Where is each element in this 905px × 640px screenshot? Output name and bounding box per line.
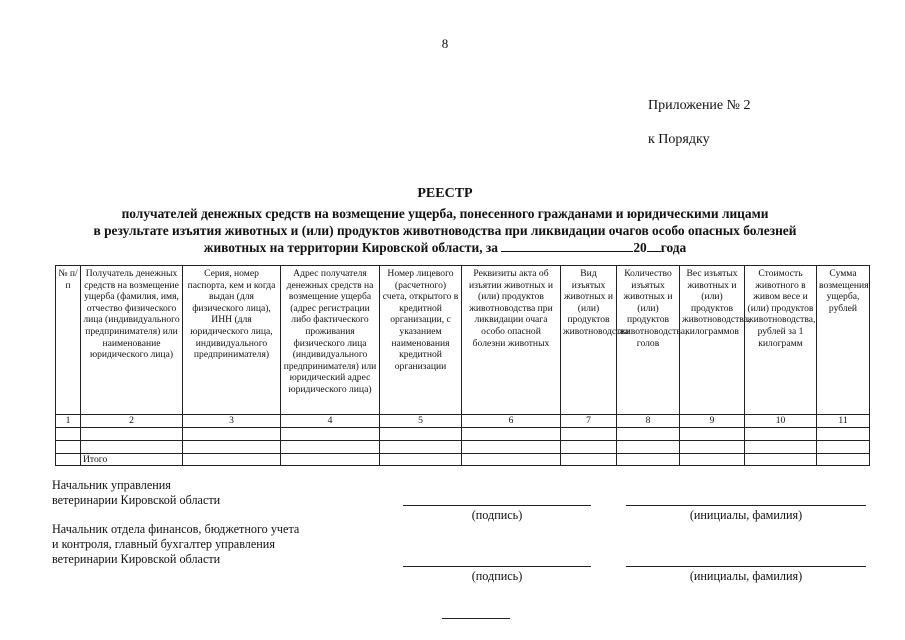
first-position-line-1: Начальник управления xyxy=(52,478,171,492)
header-cell: Серия, номер паспорта, кем и когда выдан (для физического лица), ИНН (для юридического лица, индивидуального предпринимателя) xyxy=(183,266,281,415)
table-header-row xyxy=(56,266,870,415)
table-cell[interactable] xyxy=(817,441,870,454)
header-cell: Номер лицевого (расчетного) счета, открытого в кредитной организации, с указанием наименования кредитной организации xyxy=(380,266,462,415)
first-signatory-position xyxy=(52,478,220,508)
table-cell[interactable] xyxy=(56,428,81,441)
table-cell[interactable] xyxy=(817,428,870,441)
total-cell[interactable] xyxy=(281,454,380,466)
header-cell: Реквизиты акта об изъятии животных и (или) продуктов животноводства при ликвидации очага особо опасной болезни животных xyxy=(462,266,561,415)
table-cell[interactable] xyxy=(617,428,680,441)
second-name-caption: (инициалы, фамилия) xyxy=(689,569,803,583)
second-position-line-2: и контроля, главный бухгалтер управления xyxy=(52,537,275,551)
document-subtitle xyxy=(20,205,870,256)
column-number-cell: 10 xyxy=(745,415,817,428)
first-name-caption: (инициалы, фамилия) xyxy=(689,508,803,522)
second-position-line-3: ветеринарии Кировской области xyxy=(52,552,221,566)
table-cell[interactable] xyxy=(81,428,183,441)
first-position-line-2: ветеринарии Кировской области xyxy=(52,493,221,507)
table-cell[interactable] xyxy=(561,428,617,441)
table-cell[interactable] xyxy=(183,428,281,441)
table-cell[interactable] xyxy=(462,441,561,454)
table-cell[interactable] xyxy=(56,441,81,454)
total-cell[interactable] xyxy=(380,454,462,466)
total-row xyxy=(56,454,870,466)
table-cell[interactable] xyxy=(745,441,817,454)
registry-table xyxy=(55,265,870,466)
second-signatory-position xyxy=(52,522,299,567)
year-prefix: 20 xyxy=(633,240,647,255)
document-title: РЕЕСТР xyxy=(417,186,473,201)
table-cell[interactable] xyxy=(561,441,617,454)
appendix-subtitle: к Порядку xyxy=(648,132,710,147)
table-cell[interactable] xyxy=(680,441,745,454)
subtitle-line-3 xyxy=(20,239,870,256)
table-row xyxy=(56,441,870,454)
header-cell: Количество изъятых животных и (или) продуктов животноводства, голов xyxy=(617,266,680,415)
page-number: 8 xyxy=(441,36,449,51)
table-row xyxy=(56,428,870,441)
total-cell[interactable] xyxy=(745,454,817,466)
total-cell[interactable] xyxy=(817,454,870,466)
table-cell[interactable] xyxy=(81,441,183,454)
period-blank[interactable] xyxy=(501,239,633,252)
column-number-cell: 4 xyxy=(281,415,380,428)
total-cell[interactable] xyxy=(617,454,680,466)
year-blank[interactable] xyxy=(647,239,661,252)
header-cell: Стоимость животного в живом весе и (или) продуктов животноводства, рублей за 1 килограмм xyxy=(745,266,817,415)
table-cell[interactable] xyxy=(680,428,745,441)
subtitle-line-3-text: животных на территории Кировской области, за xyxy=(203,240,498,255)
column-number-cell: 5 xyxy=(380,415,462,428)
total-cell-empty xyxy=(56,454,81,466)
total-cell[interactable] xyxy=(183,454,281,466)
second-position-line-1: Начальник отдела финансов, бюджетного учета xyxy=(52,522,300,536)
second-signature-line[interactable] xyxy=(403,566,591,567)
table-cell[interactable] xyxy=(281,441,380,454)
table-cell[interactable] xyxy=(380,441,462,454)
first-name-line[interactable] xyxy=(626,505,866,506)
bottom-separator-line xyxy=(442,618,510,619)
total-cell[interactable] xyxy=(680,454,745,466)
total-label: Итого xyxy=(81,454,183,466)
first-signature-line[interactable] xyxy=(403,505,591,506)
column-number-cell: 11 xyxy=(817,415,870,428)
header-cell: Вид изъятых животных и (или) продуктов животноводства xyxy=(561,266,617,415)
column-number-cell: 9 xyxy=(680,415,745,428)
column-number-cell: 1 xyxy=(56,415,81,428)
table-cell[interactable] xyxy=(462,428,561,441)
column-number-cell: 3 xyxy=(183,415,281,428)
appendix-title: Приложение № 2 xyxy=(648,98,751,113)
subtitle-line-1: получателей денежных средств на возмещение ущерба, понесенного гражданами и юридическими лицами xyxy=(121,206,769,221)
second-signature-caption: (подпись) xyxy=(471,569,523,583)
total-cell[interactable] xyxy=(462,454,561,466)
total-cell[interactable] xyxy=(561,454,617,466)
table-cell[interactable] xyxy=(281,428,380,441)
second-name-line[interactable] xyxy=(626,566,866,567)
table-cell[interactable] xyxy=(745,428,817,441)
table-cell[interactable] xyxy=(183,441,281,454)
subtitle-line-2: в результате изъятия животных и (или) продуктов животноводства при ликвидации очагов особо опасных болезней xyxy=(93,223,797,238)
column-number-cell: 8 xyxy=(617,415,680,428)
table-cell[interactable] xyxy=(380,428,462,441)
first-signature-caption: (подпись) xyxy=(471,508,523,522)
column-number-cell: 7 xyxy=(561,415,617,428)
column-number-row xyxy=(56,415,870,428)
header-cell: Получатель денежных средств на возмещение ущерба (фамилия, имя, отчество физического лица (индивидуального предпринимателя) или наименование юридического лица) xyxy=(81,266,183,415)
header-cell: Вес изъятых животных и (или) продуктов животноводства, килограммов xyxy=(680,266,745,415)
year-suffix: года xyxy=(660,240,687,255)
header-cell: Адрес получателя денежных средств на возмещение ущерба (адрес регистрации либо фактического проживания физического лица (индивидуального предпринимателя) или юридический адрес юридического лица) xyxy=(281,266,380,415)
table-cell[interactable] xyxy=(617,441,680,454)
column-number-cell: 2 xyxy=(81,415,183,428)
header-cell: Сумма возмещения ущерба, рублей xyxy=(817,266,870,415)
header-cell: № п/п xyxy=(56,266,81,415)
column-number-cell: 6 xyxy=(462,415,561,428)
